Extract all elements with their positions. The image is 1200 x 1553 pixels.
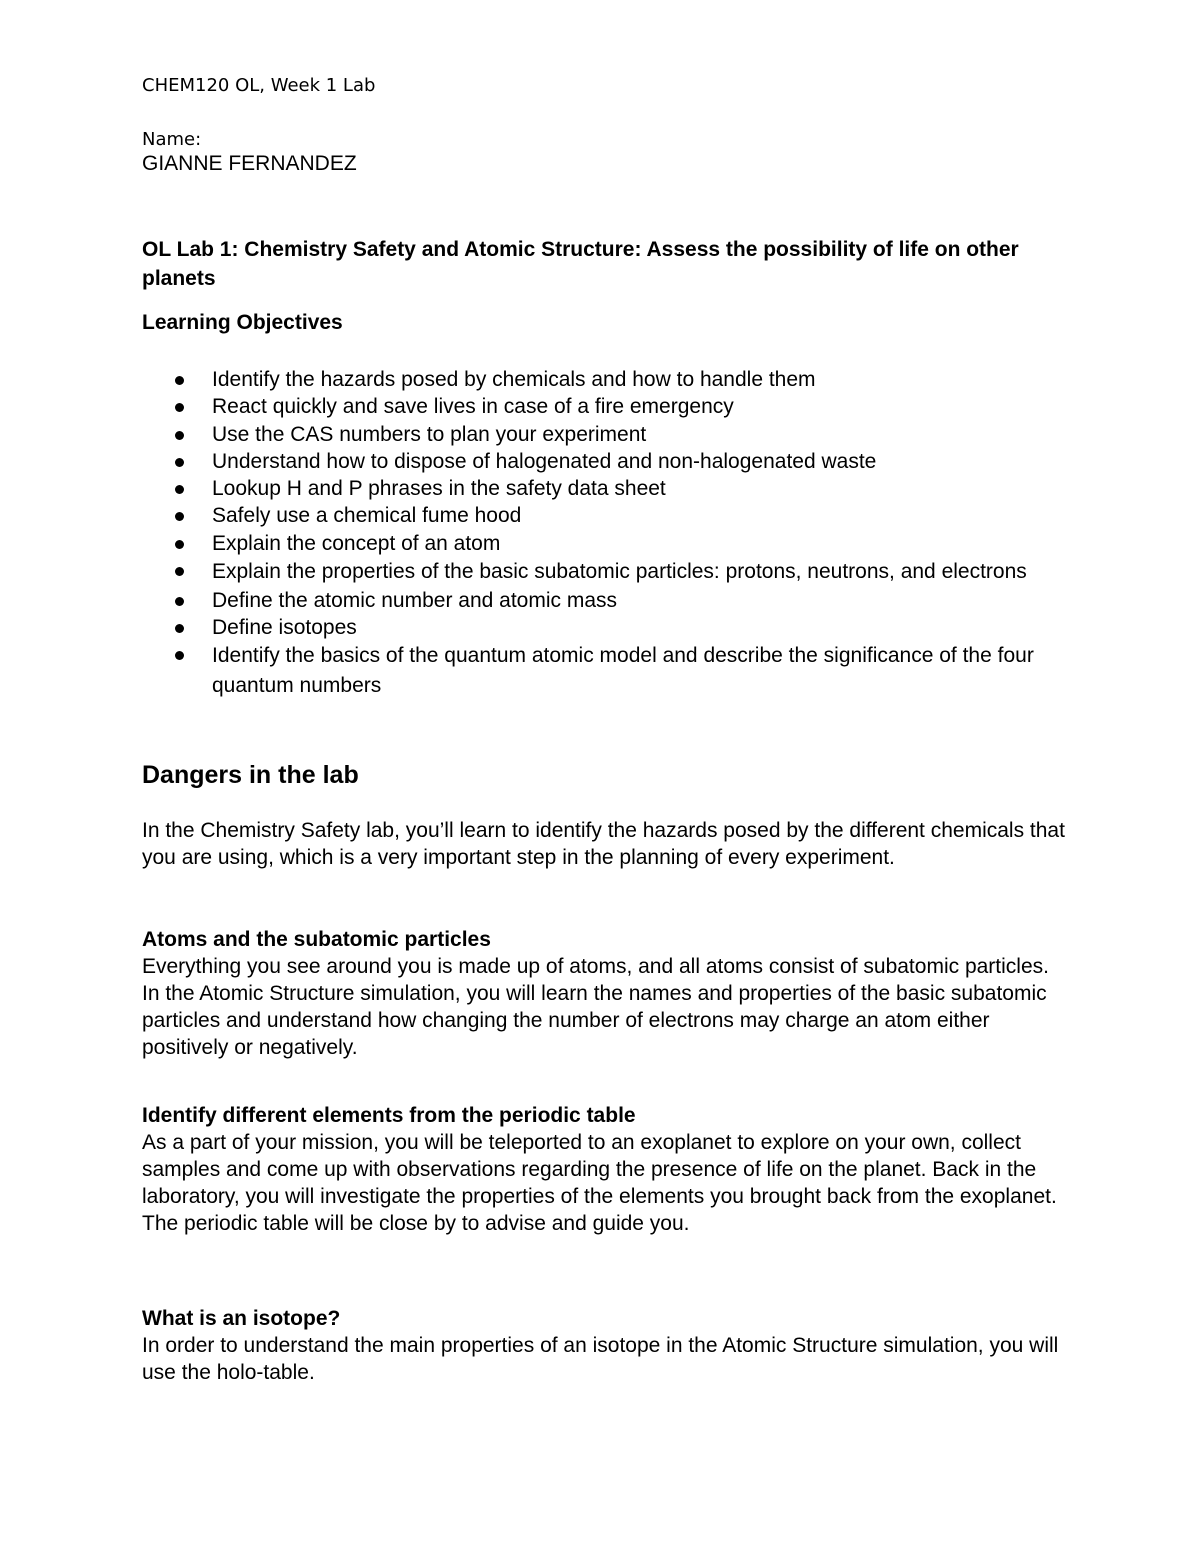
bullet-icon — [175, 512, 184, 521]
section-body: Everything you see around you is made up of atoms, and all atoms consist of subatomic particles. In the Atomic Structure simulation, you will learn the names and properties of the basic subatomic particles and understand how changing the number of electrons may charge an atom either positively or negatively. — [142, 955, 1049, 1059]
list-item — [142, 587, 1062, 614]
objective-text: Define isotopes — [212, 615, 357, 639]
objective-text: Identify the hazards posed by chemicals and how to handle them — [212, 368, 816, 391]
bullet-icon — [175, 485, 184, 494]
section-body: As a part of your mission, you will be teleported to an exoplanet to explore on your own, collect samples and come up with observations regarding the presence of life on the planet. Back in the laboratory, you will investigate the properties of the elements you brought back from the exoplanet. The periodic table will be close by to advise and guide you. — [142, 1131, 1057, 1235]
objectives-list — [142, 366, 1062, 700]
dangers-heading: Dangers in the lab — [142, 761, 359, 789]
objective-text: Use the CAS numbers to plan your experiment — [212, 422, 647, 446]
list-item — [142, 421, 1062, 448]
objective-text: Explain the properties of the basic subatomic particles: protons, neutrons, and electrons — [212, 560, 1027, 584]
objective-text: Understand how to dispose of halogenated and non-halogenated waste — [212, 449, 877, 473]
bullet-icon — [175, 403, 184, 412]
course-header: CHEM120 OL, Week 1 Lab — [142, 75, 376, 96]
bullet-icon — [175, 567, 184, 576]
bullet-icon — [175, 458, 184, 467]
section-periodic-table — [142, 1102, 1072, 1237]
section-isotope — [142, 1305, 1072, 1386]
list-item — [142, 448, 1062, 475]
lab-title: OL Lab 1: Chemistry Safety and Atomic Structure: Assess the possibility of life on other planets — [142, 238, 1019, 290]
section-atoms — [142, 926, 1072, 1061]
objective-text: Safely use a chemical fume hood — [212, 504, 522, 528]
list-item — [142, 557, 1062, 587]
list-item — [142, 614, 1062, 641]
bullet-icon — [175, 540, 184, 549]
list-item — [142, 641, 1062, 700]
objective-text: Lookup H and P phrases in the safety data sheet — [212, 477, 666, 501]
student-name: GIANNE FERNANDEZ — [142, 152, 357, 175]
name-label: Name: — [142, 129, 202, 150]
bullet-icon — [175, 651, 184, 660]
bullet-icon — [175, 376, 184, 385]
objective-text: Identify the basics of the quantum atomic model and describe the significance of the four quantum numbers — [212, 644, 1034, 697]
objective-text: Explain the concept of an atom — [212, 531, 501, 555]
bullet-icon — [175, 431, 184, 440]
dangers-intro: In the Chemistry Safety lab, you’ll learn to identify the hazards posed by the different chemicals that you are using, which is a very important step in the planning of every experiment. — [142, 819, 1065, 869]
list-item — [142, 393, 1062, 420]
objective-text: Define the atomic number and atomic mass — [212, 588, 618, 612]
section-body: In order to understand the main properties of an isotope in the Atomic Structure simulation, you will use the holo-table. — [142, 1334, 1059, 1384]
bullet-icon — [175, 597, 184, 606]
section-heading: Atoms and the subatomic particles — [142, 928, 491, 951]
section-heading: What is an isotope? — [142, 1307, 341, 1330]
objective-text: React quickly and save lives in case of a fire emergency — [212, 395, 734, 419]
objectives-heading: Learning Objectives — [142, 311, 343, 334]
list-item — [142, 366, 1062, 393]
bullet-icon — [175, 624, 184, 633]
list-item — [142, 475, 1062, 502]
list-item — [142, 530, 1062, 557]
section-heading: Identify different elements from the periodic table — [142, 1104, 636, 1127]
list-item — [142, 502, 1062, 529]
